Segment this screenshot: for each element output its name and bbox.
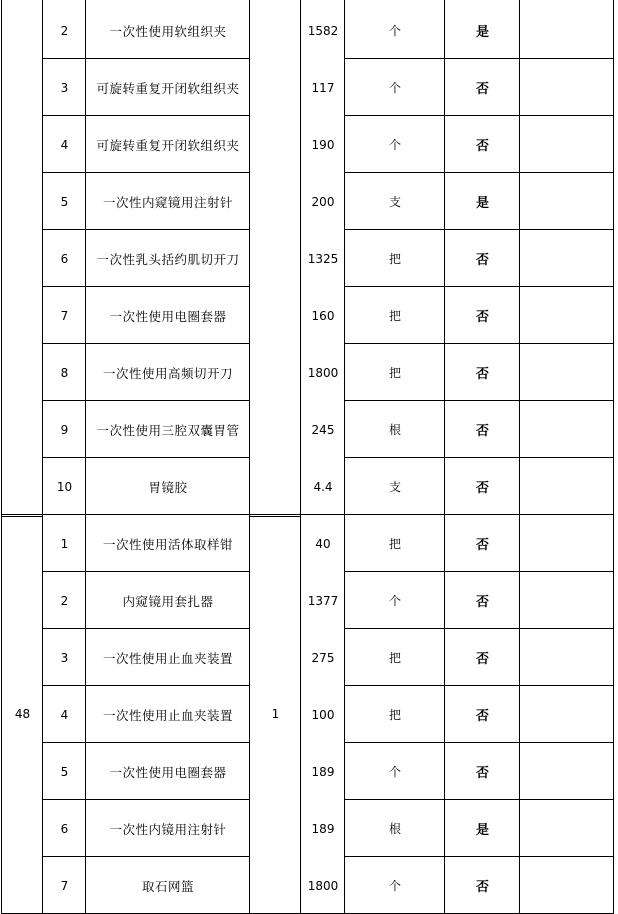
group-divider-line [250, 516, 301, 517]
flag-cell: 否 [475, 310, 489, 325]
product-name-cell: 一次性乳头括约肌切开刀 [96, 251, 240, 267]
seq-cell: 6 [60, 821, 69, 836]
quantity-cell: 189 [311, 764, 335, 779]
grid-hline [42, 343, 250, 344]
unit-cell: 根 [388, 423, 401, 437]
grid-hline [344, 58, 614, 59]
grid-hline [344, 457, 614, 458]
unit-cell: 个 [388, 81, 401, 95]
product-name-cell: 一次性内窥镜用注射针 [102, 194, 233, 210]
quantity-cell: 1800 [307, 878, 339, 893]
seq-cell: 7 [60, 308, 69, 323]
grid-hline [344, 229, 614, 230]
flag-cell: 否 [475, 538, 489, 553]
product-name-cell: 一次性使用三腔双囊胃管 [96, 422, 240, 438]
quantity-cell: 160 [311, 308, 335, 323]
unit-cell: 个 [388, 138, 401, 152]
grid-hline [42, 115, 250, 116]
group-divider-line [1, 514, 614, 515]
grid-hline [344, 742, 614, 743]
product-name-cell: 一次性使用高频切开刀 [102, 365, 233, 381]
seq-cell: 6 [60, 251, 69, 266]
flag-cell: 否 [475, 481, 489, 496]
grid-hline [344, 799, 614, 800]
product-name-cell: 可旋转重复开闭软组织夹 [96, 137, 240, 153]
quantity-cell: 245 [311, 422, 335, 437]
seq-cell: 8 [60, 365, 69, 380]
unit-cell: 把 [388, 252, 401, 266]
grid-hline [42, 571, 250, 572]
seq-cell: 4 [60, 137, 69, 152]
quantity-cell: 200 [311, 194, 335, 209]
grid-vline [1, 0, 2, 914]
grid-hline [344, 571, 614, 572]
seq-cell: 9 [60, 422, 69, 437]
product-name-cell: 一次性使用电圈套器 [109, 308, 227, 324]
seq-cell: 2 [60, 593, 69, 608]
grid-hline [344, 172, 614, 173]
product-name-cell: 胃镜胶 [148, 479, 188, 495]
grid-hline [344, 400, 614, 401]
package-count-cell: 1 [271, 706, 280, 721]
grid-hline [344, 286, 614, 287]
grid-hline [42, 799, 250, 800]
unit-cell: 个 [388, 594, 401, 608]
grid-hline [42, 685, 250, 686]
flag-cell: 否 [475, 82, 489, 97]
grid-hline [42, 172, 250, 173]
unit-cell: 支 [388, 195, 401, 209]
grid-hline [344, 628, 614, 629]
quantity-cell: 117 [311, 80, 335, 95]
product-name-cell: 可旋转重复开闭软组织夹 [96, 80, 240, 96]
flag-cell: 否 [475, 766, 489, 781]
quantity-cell: 40 [315, 536, 331, 551]
quantity-cell: 100 [311, 707, 335, 722]
grid-hline [344, 856, 614, 857]
flag-cell: 否 [475, 595, 489, 610]
unit-cell: 个 [388, 765, 401, 779]
seq-cell: 7 [60, 878, 69, 893]
quantity-cell: 1582 [307, 23, 339, 38]
seq-cell: 4 [60, 707, 69, 722]
unit-cell: 把 [388, 537, 401, 551]
quantity-cell: 275 [311, 650, 335, 665]
seq-cell: 10 [56, 479, 73, 494]
unit-cell: 个 [388, 24, 401, 38]
quantity-cell: 4.4 [313, 479, 333, 494]
quantity-cell: 1325 [307, 251, 339, 266]
product-name-cell: 一次性使用止血夹装置 [102, 650, 233, 666]
quantity-cell: 1800 [307, 365, 339, 380]
seq-cell: 1 [60, 536, 69, 551]
unit-cell: 把 [388, 651, 401, 665]
group-number-cell: 48 [14, 706, 31, 721]
flag-cell: 否 [475, 424, 489, 439]
flag-cell: 否 [475, 253, 489, 268]
unit-cell: 支 [388, 480, 401, 494]
flag-cell: 否 [475, 139, 489, 154]
flag-cell: 否 [475, 367, 489, 382]
product-name-cell: 一次性使用止血夹装置 [102, 707, 233, 723]
product-name-cell: 一次性使用软组织夹 [109, 23, 227, 39]
seq-cell: 3 [60, 650, 69, 665]
grid-hline [42, 400, 250, 401]
grid-hline [344, 685, 614, 686]
grid-hline [42, 457, 250, 458]
grid-hline [42, 628, 250, 629]
unit-cell: 根 [388, 822, 401, 836]
flag-cell: 否 [475, 709, 489, 724]
product-name-cell: 取石网篮 [141, 878, 194, 894]
unit-cell: 把 [388, 309, 401, 323]
grid-hline [344, 115, 614, 116]
flag-cell: 是 [475, 196, 489, 211]
quantity-cell: 1377 [307, 593, 339, 608]
product-name-cell: 一次性使用活体取样钳 [102, 536, 233, 552]
quantity-cell: 189 [311, 821, 335, 836]
seq-cell: 2 [60, 23, 69, 38]
grid-vline [300, 0, 301, 914]
unit-cell: 个 [388, 879, 401, 893]
seq-cell: 3 [60, 80, 69, 95]
quantity-cell: 190 [311, 137, 335, 152]
group-divider-line [1, 516, 43, 517]
seq-cell: 5 [60, 764, 69, 779]
product-name-cell: 内窥镜用套扎器 [122, 593, 214, 609]
grid-hline [42, 742, 250, 743]
grid-hline [42, 286, 250, 287]
product-name-cell: 一次性内镜用注射针 [109, 821, 227, 837]
flag-cell: 否 [475, 880, 489, 895]
grid-hline [344, 343, 614, 344]
unit-cell: 把 [388, 366, 401, 380]
grid-hline [42, 229, 250, 230]
flag-cell: 是 [475, 823, 489, 838]
flag-cell: 是 [475, 25, 489, 40]
grid-hline [42, 856, 250, 857]
unit-cell: 把 [388, 708, 401, 722]
product-name-cell: 一次性使用电圈套器 [109, 764, 227, 780]
seq-cell: 5 [60, 194, 69, 209]
flag-cell: 否 [475, 652, 489, 667]
grid-hline [42, 58, 250, 59]
